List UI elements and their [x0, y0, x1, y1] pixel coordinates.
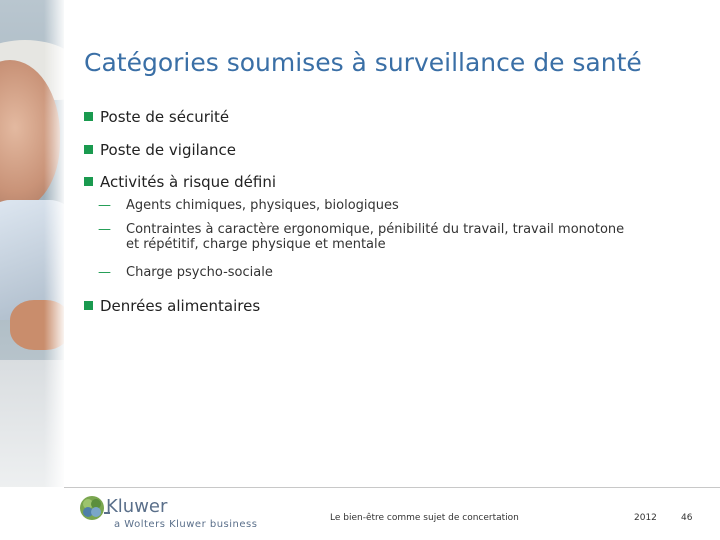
side-photo	[0, 0, 64, 487]
dash-bullet-icon: —	[98, 265, 111, 280]
green-square-bullet-icon	[84, 112, 93, 121]
footer-year: 2012	[634, 513, 657, 523]
sub-bullet-item	[98, 198, 399, 213]
sub-bullet-item	[98, 265, 273, 280]
slide-title: Catégories soumises à surveillance de santé	[84, 48, 642, 77]
photo-fade	[44, 0, 64, 487]
dash-bullet-icon: —	[98, 198, 111, 213]
bullet-item	[84, 173, 276, 191]
bullet-text: Poste de sécurité	[100, 108, 230, 126]
bullet-text: Poste de vigilance	[100, 141, 236, 159]
dash-bullet-icon: —	[98, 222, 111, 237]
logo-wordmark: Kluwer	[106, 496, 168, 517]
bullet-item	[84, 297, 260, 315]
sub-bullet-item	[98, 222, 624, 252]
sub-bullet-text: Agents chimiques, physiques, biologiques	[126, 198, 399, 213]
sub-bullet-text: Charge psycho-sociale	[126, 265, 273, 280]
page-number: 46	[681, 513, 693, 523]
green-square-bullet-icon	[84, 145, 93, 154]
footer-divider	[64, 487, 720, 488]
bullet-item	[84, 141, 236, 159]
logo-tagline: a Wolters Kluwer business	[114, 519, 258, 530]
bullet-item	[84, 108, 229, 126]
sub-bullet-text-continued: et répétitif, charge physique et mentale	[126, 237, 386, 252]
green-square-bullet-icon	[84, 177, 93, 186]
green-square-bullet-icon	[84, 301, 93, 310]
bullet-text: Activités à risque défini	[100, 173, 277, 191]
footer-caption: Le bien-être comme sujet de concertation	[330, 513, 519, 523]
sub-bullet-text: Contraintes à caractère ergonomique, pénibilité du travail, travail monotone	[126, 222, 625, 237]
bullet-text: Denrées alimentaires	[100, 297, 261, 315]
